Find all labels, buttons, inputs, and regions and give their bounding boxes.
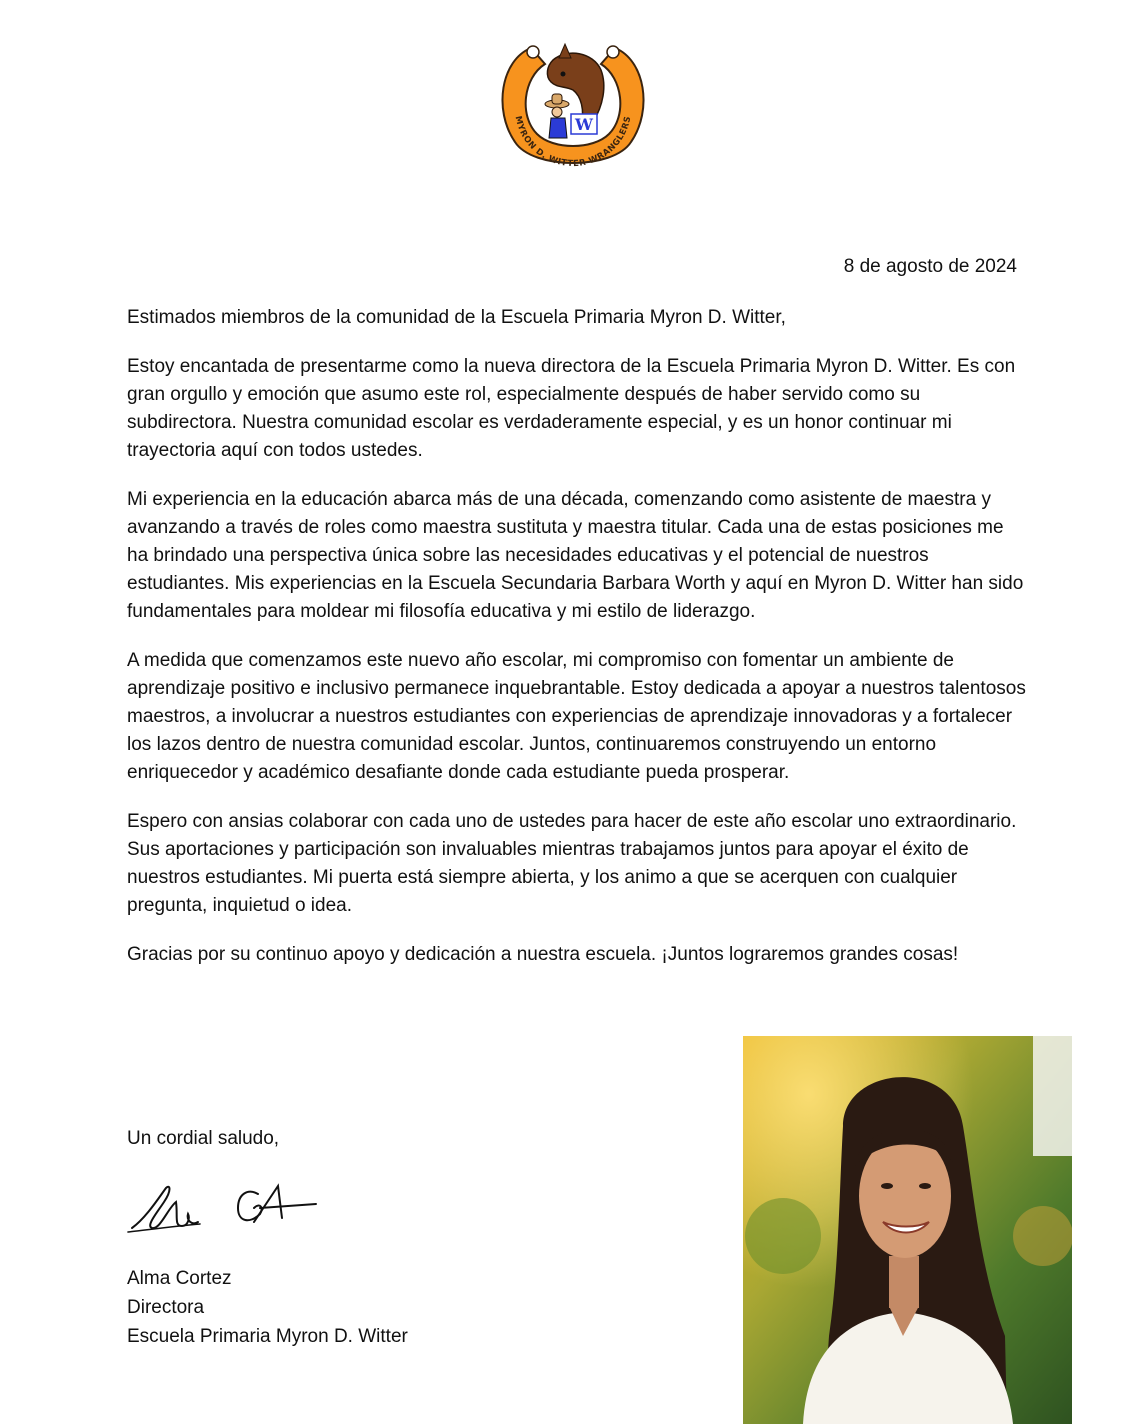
signer-school: Escuela Primaria Myron D. Witter: [127, 1326, 408, 1347]
handwritten-signature: [126, 1178, 326, 1238]
logo-ring-text: MYRON D. WITTER WRANGLERS: [512, 115, 634, 170]
closing: Un cordial saludo,: [127, 1128, 280, 1149]
paragraph-5: Gracias por su continuo apoyo y dedicación a nuestra escuela. ¡Juntos lograremos grandes cosas!: [127, 944, 959, 965]
principal-portrait: [743, 1036, 1072, 1424]
signature-block: [127, 1264, 408, 1351]
paragraph-2: Mi experiencia en la educación abarca más de una década, comenzando como asistente de maestra y avanzando a través de roles como maestra sustituta y maestra titular. Cada una de estas posiciones me ha brindado una perspectiva única sobre las necesidades educativas y el potencial de nuestros estudiantes. Mis experiencias en la Escuela Secundaria Barbara Worth y aquí en Myron D. Witter han sido fundamentales para moldear mi filosofía educativa y mi estilo de liderazgo.: [127, 489, 1024, 622]
signer-title: Directora: [127, 1297, 205, 1318]
letter-body: [127, 304, 1027, 990]
paragraph-3: A medida que comenzamos este nuevo año escolar, mi compromiso con fomentar un ambiente de aprendizaje positivo e inclusivo permanece inquebrantable. Estoy dedicada a apoyar a nuestros talentosos maestros, a involucrar a nuestros estudiantes con experiencias de aprendizaje innovadoras y a fortalecer los lazos dentro de nuestra comunidad escolar. Juntos, continuaremos construyendo un entorno enriquecedor y académico desafiante donde cada estudiante pueda prosperar.: [127, 650, 1026, 783]
logo-emblem-letter: W: [575, 115, 593, 134]
signer-name: Alma Cortez: [127, 1268, 232, 1289]
letter-date: 8 de agosto de 2024: [843, 256, 1017, 277]
paragraph-4: Espero con ansias colaborar con cada uno de ustedes para hacer de este año escolar uno extraordinario. Sus aportaciones y participación son invaluables mientras trabajamos juntos para apoyar el éxito de nuestros estudiantes. Mi puerta está siempre abierta, y los animo a que se acerquen con cualquier pregunta, inquietud o idea.: [127, 811, 1017, 916]
paragraph-1: Estoy encantada de presentarme como la nueva directora de la Escuela Primaria Myron D. Witter. Es con gran orgullo y emoción que asumo este rol, especialmente después de haber servido como su subdirectora. Nuestra comunidad escolar es verdaderamente especial, y es un honor continuar mi trayectoria aquí con todos ustedes.: [127, 356, 1016, 461]
school-logo: [493, 30, 653, 190]
greeting: Estimados miembros de la comunidad de la Escuela Primaria Myron D. Witter,: [127, 307, 786, 328]
